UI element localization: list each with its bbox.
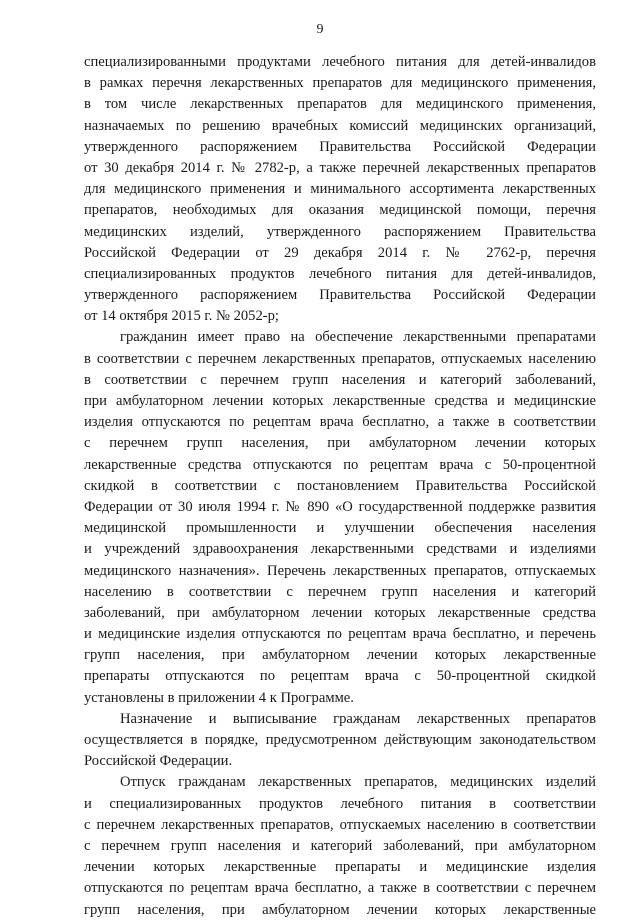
text-line: специализированными продуктами лечебного питания для детей-инвалидов [84, 54, 596, 70]
text-line: Отпуск гражданам лекарственных препаратов, медицинских изделий [120, 774, 596, 791]
text-line: в соответствии с перечнем лекарственных препаратов, отпускаемых населению [84, 350, 596, 367]
text-line: установлены в приложении 4 к Программе. [84, 689, 354, 706]
text-line: изделия отпускаются по рецептам врача бесплатно, а также в соответствии [84, 414, 596, 431]
page-number: 9 [316, 22, 324, 37]
text-line: утвержденного распоряжением Правительства Российской Федерации [84, 138, 596, 155]
text-line: препаратов, необходимых для оказания медицинской помощи, перечня [84, 202, 596, 219]
text-line: в рамках перечня лекарственных препаратов для медицинского применения, [84, 75, 596, 92]
text-line: населению в соответствии с перечнем групп населения и категорий [84, 583, 596, 600]
text-line: и учреждений здравоохранения лекарственными средствами и изделиями [84, 541, 596, 558]
text-line: заболеваний, при амбулаторном лечении которых лекарственные средства [84, 604, 596, 621]
text-line: с перечнем лекарственных препаратов, отпускаемых населению в соответствии [84, 816, 596, 833]
text-line: лечении которых лекарственные препараты и медицинские изделия [84, 859, 596, 876]
text-line: от 30 декабря 2014 г. № 2782-р, а также перечней лекарственных препаратов [84, 159, 596, 176]
text-line: назначаемых по решению врачебных комиссий медицинских организаций, [84, 117, 596, 134]
text-line: групп населения, при амбулаторном лечении которых лекарственные [84, 901, 596, 918]
text-line: гражданин имеет право на обеспечение лекарственными препаратами [120, 329, 596, 346]
text-line: осуществляется в порядке, предусмотренном действующим законодательством [84, 732, 596, 748]
text-line: в соответствии с перечнем групп населения и категорий заболеваний, [84, 371, 596, 388]
text-line: Российской Федерации от 29 декабря 2014 г. № 2762-р, перечня [84, 244, 596, 261]
text-line: от 14 октября 2015 г. № 2052-р; [84, 308, 279, 325]
text-line: для медицинского применения и минимального ассортимента лекарственных [84, 181, 596, 198]
text-line: и медицинские изделия отпускаются по рецептам врача бесплатно, и перечень [84, 626, 596, 643]
text-line: с перечнем групп населения, при амбулаторном лечении которых [84, 435, 596, 452]
paragraph [84, 52, 596, 327]
text-line: в том числе лекарственных препаратов для медицинского применения, [84, 96, 596, 113]
text-line: специализированных продуктов лечебного питания для детей-инвалидов, [84, 265, 596, 282]
text-line: скидкой в соответствии с постановлением Правительства Российской [84, 477, 596, 494]
paragraph [84, 327, 596, 708]
document-body [84, 52, 596, 921]
text-line: Назначение и выписывание гражданам лекарственных препаратов [120, 710, 596, 727]
paragraph [84, 772, 596, 920]
text-line: отпускаются по рецептам врача бесплатно, а также в соответствии с перечнем [84, 880, 596, 897]
text-line: групп населения, при амбулаторном лечении которых лекарственные [84, 647, 596, 664]
text-line: утвержденного распоряжением Правительства Российской Федерации [84, 287, 596, 304]
text-line: при амбулаторном лечении которых лекарственные средства и медицинские [84, 393, 596, 409]
text-line: медицинского назначения». Перечень лекарственных препаратов, отпускаемых [84, 562, 596, 579]
text-line: медицинской промышленности и улучшении обеспечения населения [84, 520, 596, 537]
text-line: препараты отпускаются по рецептам врача с 50-процентной скидкой [84, 668, 596, 685]
text-line: Российской Федерации. [84, 753, 233, 770]
text-line: медицинских изделий, утвержденного распоряжением Правительства [84, 223, 596, 240]
paragraph [84, 709, 596, 773]
text-line: с перечнем групп населения и категорий заболеваний, при амбулаторном [84, 837, 596, 854]
text-line: Федерации от 30 июля 1994 г. № 890 «О государственной поддержке развития [84, 498, 596, 515]
text-line: и специализированных продуктов лечебного питания в соответствии [84, 795, 596, 812]
text-line: лекарственные средства отпускаются по рецептам врача с 50-процентной [84, 456, 596, 473]
